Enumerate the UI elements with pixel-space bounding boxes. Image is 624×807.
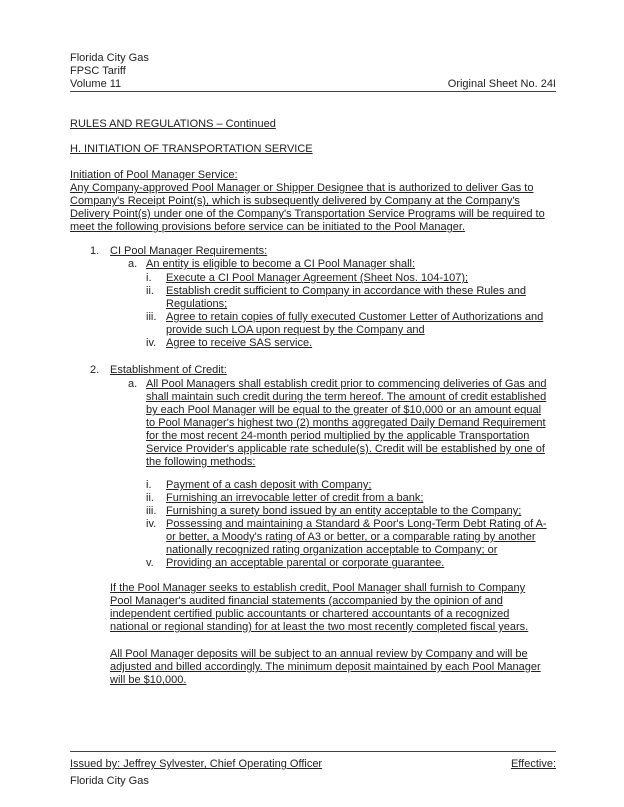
footer-issued-by: Issued by: Jeffrey Sylvester, Chief Operating Officer	[70, 758, 323, 770]
header-tariff: FPSC Tariff	[70, 65, 126, 77]
item1-sub-num: iii.	[146, 311, 157, 323]
item2-sub-text: Possessing and maintaining a Standard & Poor's Long-Term Debt Rating of A- or better, a Moody's rating of A3 or better, or a comparable rating by another nationally recognized rating organization acceptable to Company; or	[166, 518, 547, 556]
item2-sub-num: iv.	[146, 518, 157, 530]
item1-number: 1.	[90, 245, 100, 257]
item2-sub-num: v.	[146, 557, 154, 569]
item1-title: CI Pool Manager Requirements:	[110, 245, 268, 257]
item2-a-letter: a.	[128, 378, 138, 390]
item1-sub-text: Agree to receive SAS service.	[166, 337, 313, 349]
header-sheet: Original Sheet No. 24I	[447, 78, 556, 90]
item2-sub-num: i.	[146, 479, 152, 491]
financial-statements-paragraph: If the Pool Manager seeks to establish credit, Pool Manager shall furnish to Company Pool Manager's audited financial statements (accompanied by the opinion of and independent certified public accountants or chartered accountants of a recognized national or regional standing) for at least the two most recently completed fiscal years.	[110, 582, 529, 633]
intro-heading: Initiation of Pool Manager Service:	[70, 169, 238, 181]
footer-effective: Effective:	[510, 758, 556, 770]
item1-sub-text: Agree to retain copies of fully executed Customer Letter of Authorizations and provide such LOA upon request by the Company and	[166, 311, 544, 336]
item1-sub-num: ii.	[146, 285, 154, 297]
deposits-paragraph: All Pool Manager deposits will be subject to an annual review by Company and will be adjusted and billed accordingly. The minimum deposit maintained by each Pool Manager will be $10,000.	[110, 648, 541, 686]
footer-company: Florida City Gas	[70, 775, 149, 787]
footer-rule	[70, 751, 556, 752]
item2-sub-text: Payment of a cash deposit with Company;	[166, 479, 372, 491]
item1-sub-num: i.	[146, 272, 152, 284]
item2-sub-text: Furnishing an irrevocable letter of credit from a bank;	[166, 492, 424, 504]
section-title: RULES AND REGULATIONS – Continued	[70, 118, 276, 130]
item2-sub-num: iii.	[146, 505, 157, 517]
header-volume: Volume 11	[70, 78, 122, 90]
item1-sub-text: Execute a CI Pool Manager Agreement (Sheet Nos. 104-107);	[166, 272, 469, 284]
item2-number: 2.	[90, 364, 100, 376]
item1-a-letter: a.	[128, 258, 138, 270]
item2-sub-text: Providing an acceptable parental or corporate guarantee.	[166, 557, 445, 569]
item2-sub-num: ii.	[146, 492, 154, 504]
item2-sub-text: Furnishing a surety bond issued by an entity acceptable to the Company;	[166, 505, 522, 517]
item1-sub-text: Establish credit sufficient to Company in accordance with these Rules and Regulations;	[166, 285, 526, 310]
item2-title: Establishment of Credit:	[110, 364, 227, 376]
item1-a-text: An entity is eligible to become a CI Pool Manager shall:	[146, 258, 416, 270]
intro-text: Any Company-approved Pool Manager or Shipper Designee that is authorized to deliver Gas to Company's Receipt Point(s), which is subsequently delivered by Company at the Company's Delivery Point(s) under one of the Company's Transportation Service Programs will be required to meet the following provisions before service can be initiated to the Pool Manager.	[70, 182, 545, 233]
section-h-title: H. INITIATION OF TRANSPORTATION SERVICE	[70, 143, 313, 155]
item2-a-text: All Pool Managers shall establish credit prior to commencing deliveries of Gas and shall maintain such credit during the term hereof. The amount of credit established by each Pool Manager will be equal to the greater of $10,000 or an amount equal to Pool Manager's highest two (2) months aggregated Daily Demand Requirement for the most recent 24-month period multiplied by the applicable Transportation Service Provider's applicable rate schedule(s). Credit will be established by one of the following methods:	[146, 378, 547, 468]
header-rule	[70, 91, 556, 92]
item1-sub-num: iv.	[146, 337, 157, 349]
header-company: Florida City Gas	[70, 52, 149, 64]
